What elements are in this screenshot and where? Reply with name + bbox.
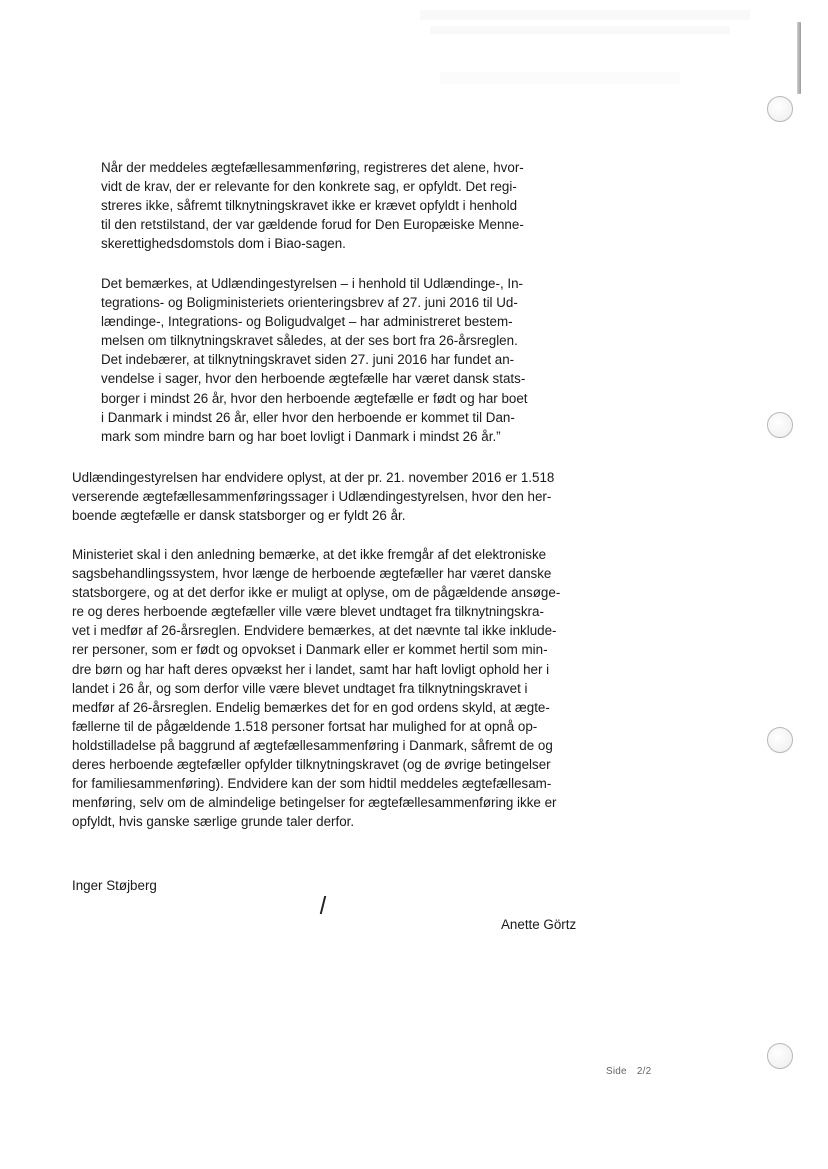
text-line: dre børn og har haft deres opvækst her i landet, samt har haft lovligt ophold her i [72,661,550,677]
text-line: til den retstilstand, der var gældende forud for Den Europæiske Menne- [101,217,524,233]
text-line: holdstilladelse på baggrund af ægtefællesammenføring i Danmark, såfremt de og [72,737,553,753]
text-line: Ministeriet skal i den anledning bemærke, at det ikke fremgår af det elektroniske [72,547,547,562]
punch-hole-icon [767,1043,793,1069]
text-line: opfyldt, hvis ganske særlige grunde taler derfor. [72,814,355,830]
page-number [606,1066,651,1077]
punch-hole-icon [767,412,793,438]
text-line: i Danmark i mindst 26 år, eller hvor den herboende er kommet til Dan- [101,409,515,425]
scan-artifact [420,10,750,20]
text-line: deres herboende ægtefæller opfylder tilknytningskravet (og de øvrige betingelser [72,757,551,773]
text-line: lændinge-, Integrations- og Boligudvalget – har administreret bestem- [101,314,513,330]
scan-artifact [440,72,680,84]
text-line: melsen om tilknytningskravet således, at der ses bort fra 26-årsreglen. [101,333,518,349]
text-line: Det indebærer, at tilknytningskravet siden 27. juni 2016 har fundet an- [101,352,515,368]
paragraph-ministry-remarks [72,545,560,831]
text-line: rer personer, som er født og opvokset i Danmark eller er kommet hertil som min- [72,642,548,658]
signature-minister: Inger Støjberg [72,878,157,893]
punch-hole-icon [767,727,793,753]
text-line: vidt de krav, der er relevante for den konkrete sag, er opfyldt. Det regi- [101,179,517,195]
text-line: Udlændingestyrelsen har endvidere oplyst, at der pr. 21. november 2016 er 1.518 [72,470,555,485]
text-line: vendelse i sager, hvor den herboende ægtefælle har været dansk stats- [101,371,526,387]
text-line: borger i mindst 26 år, hvor den herboende ægtefælle er født og har boet [101,390,528,406]
page-count: 2/2 [636,1066,652,1077]
text-line: fællerne til de pågældende 1.518 personer fortsat har mulighed for at opnå op- [72,718,538,734]
scan-artifact [430,26,730,34]
page-label: Side [606,1066,627,1077]
text-line: mark som mindre barn og har boet lovligt i Danmark i mindst 26 år.” [101,428,501,444]
text-line: landet i 26 år, og som derfor ville være blevet undtaget fra tilknytningskravet i [72,680,528,696]
text-line: verserende ægtefællesammenføringssager i Udlændingestyrelsen, hvor den her- [72,489,552,505]
text-line: re og deres herboende ægtefæller ville være blevet undtaget fra tilknytningskra- [72,604,544,620]
text-line: medfør af 26-årsreglen. Endelig bemærkes det for en god ordens skyld, at ægte- [72,699,550,715]
text-line: menføring, selv om de almindelige betingelser for ægtefællesammenføring ikke er [72,795,557,811]
text-line: skerettighedsdomstols dom i Biao-sagen. [101,236,346,252]
paragraph-pending-cases [72,468,554,525]
signature-official: Anette Görtz [501,917,577,932]
text-line: streres ikke, såfremt tilknytningskravet ikke er krævet opfyldt i henhold [101,198,518,214]
staple-mark [797,22,801,94]
quoted-paragraph-registration [101,158,524,253]
text-line: tegrations- og Boligministeriets orienteringsbrev af 27. juni 2016 til Ud- [101,295,518,311]
text-line: Det bemærkes, at Udlændingestyrelsen – i henhold til Udlændinge-, In- [101,276,524,291]
text-line: Når der meddeles ægtefællesammenføring, registreres det alene, hvor- [101,160,524,175]
signature-separator-mark [320,896,326,914]
punch-hole-icon [767,96,793,122]
text-line: boende ægtefælle er dansk statsborger og er fyldt 26 år. [72,508,406,524]
text-line: for familiesammenføring). Endvidere kan der som hidtil meddeles ægtefællesam- [72,776,552,792]
text-line: vet i medfør af 26-årsreglen. Endvidere bemærkes, at det nævnte tal ikke inklude- [72,623,557,639]
text-line: statsborgere, og at det derfor ikke er muligt at oplyse, om de pågældende ansøge- [72,585,561,601]
quoted-paragraph-administration [101,274,528,446]
text-line: sagsbehandlingssystem, hvor længe de herboende ægtefæller har været danske [72,566,552,582]
